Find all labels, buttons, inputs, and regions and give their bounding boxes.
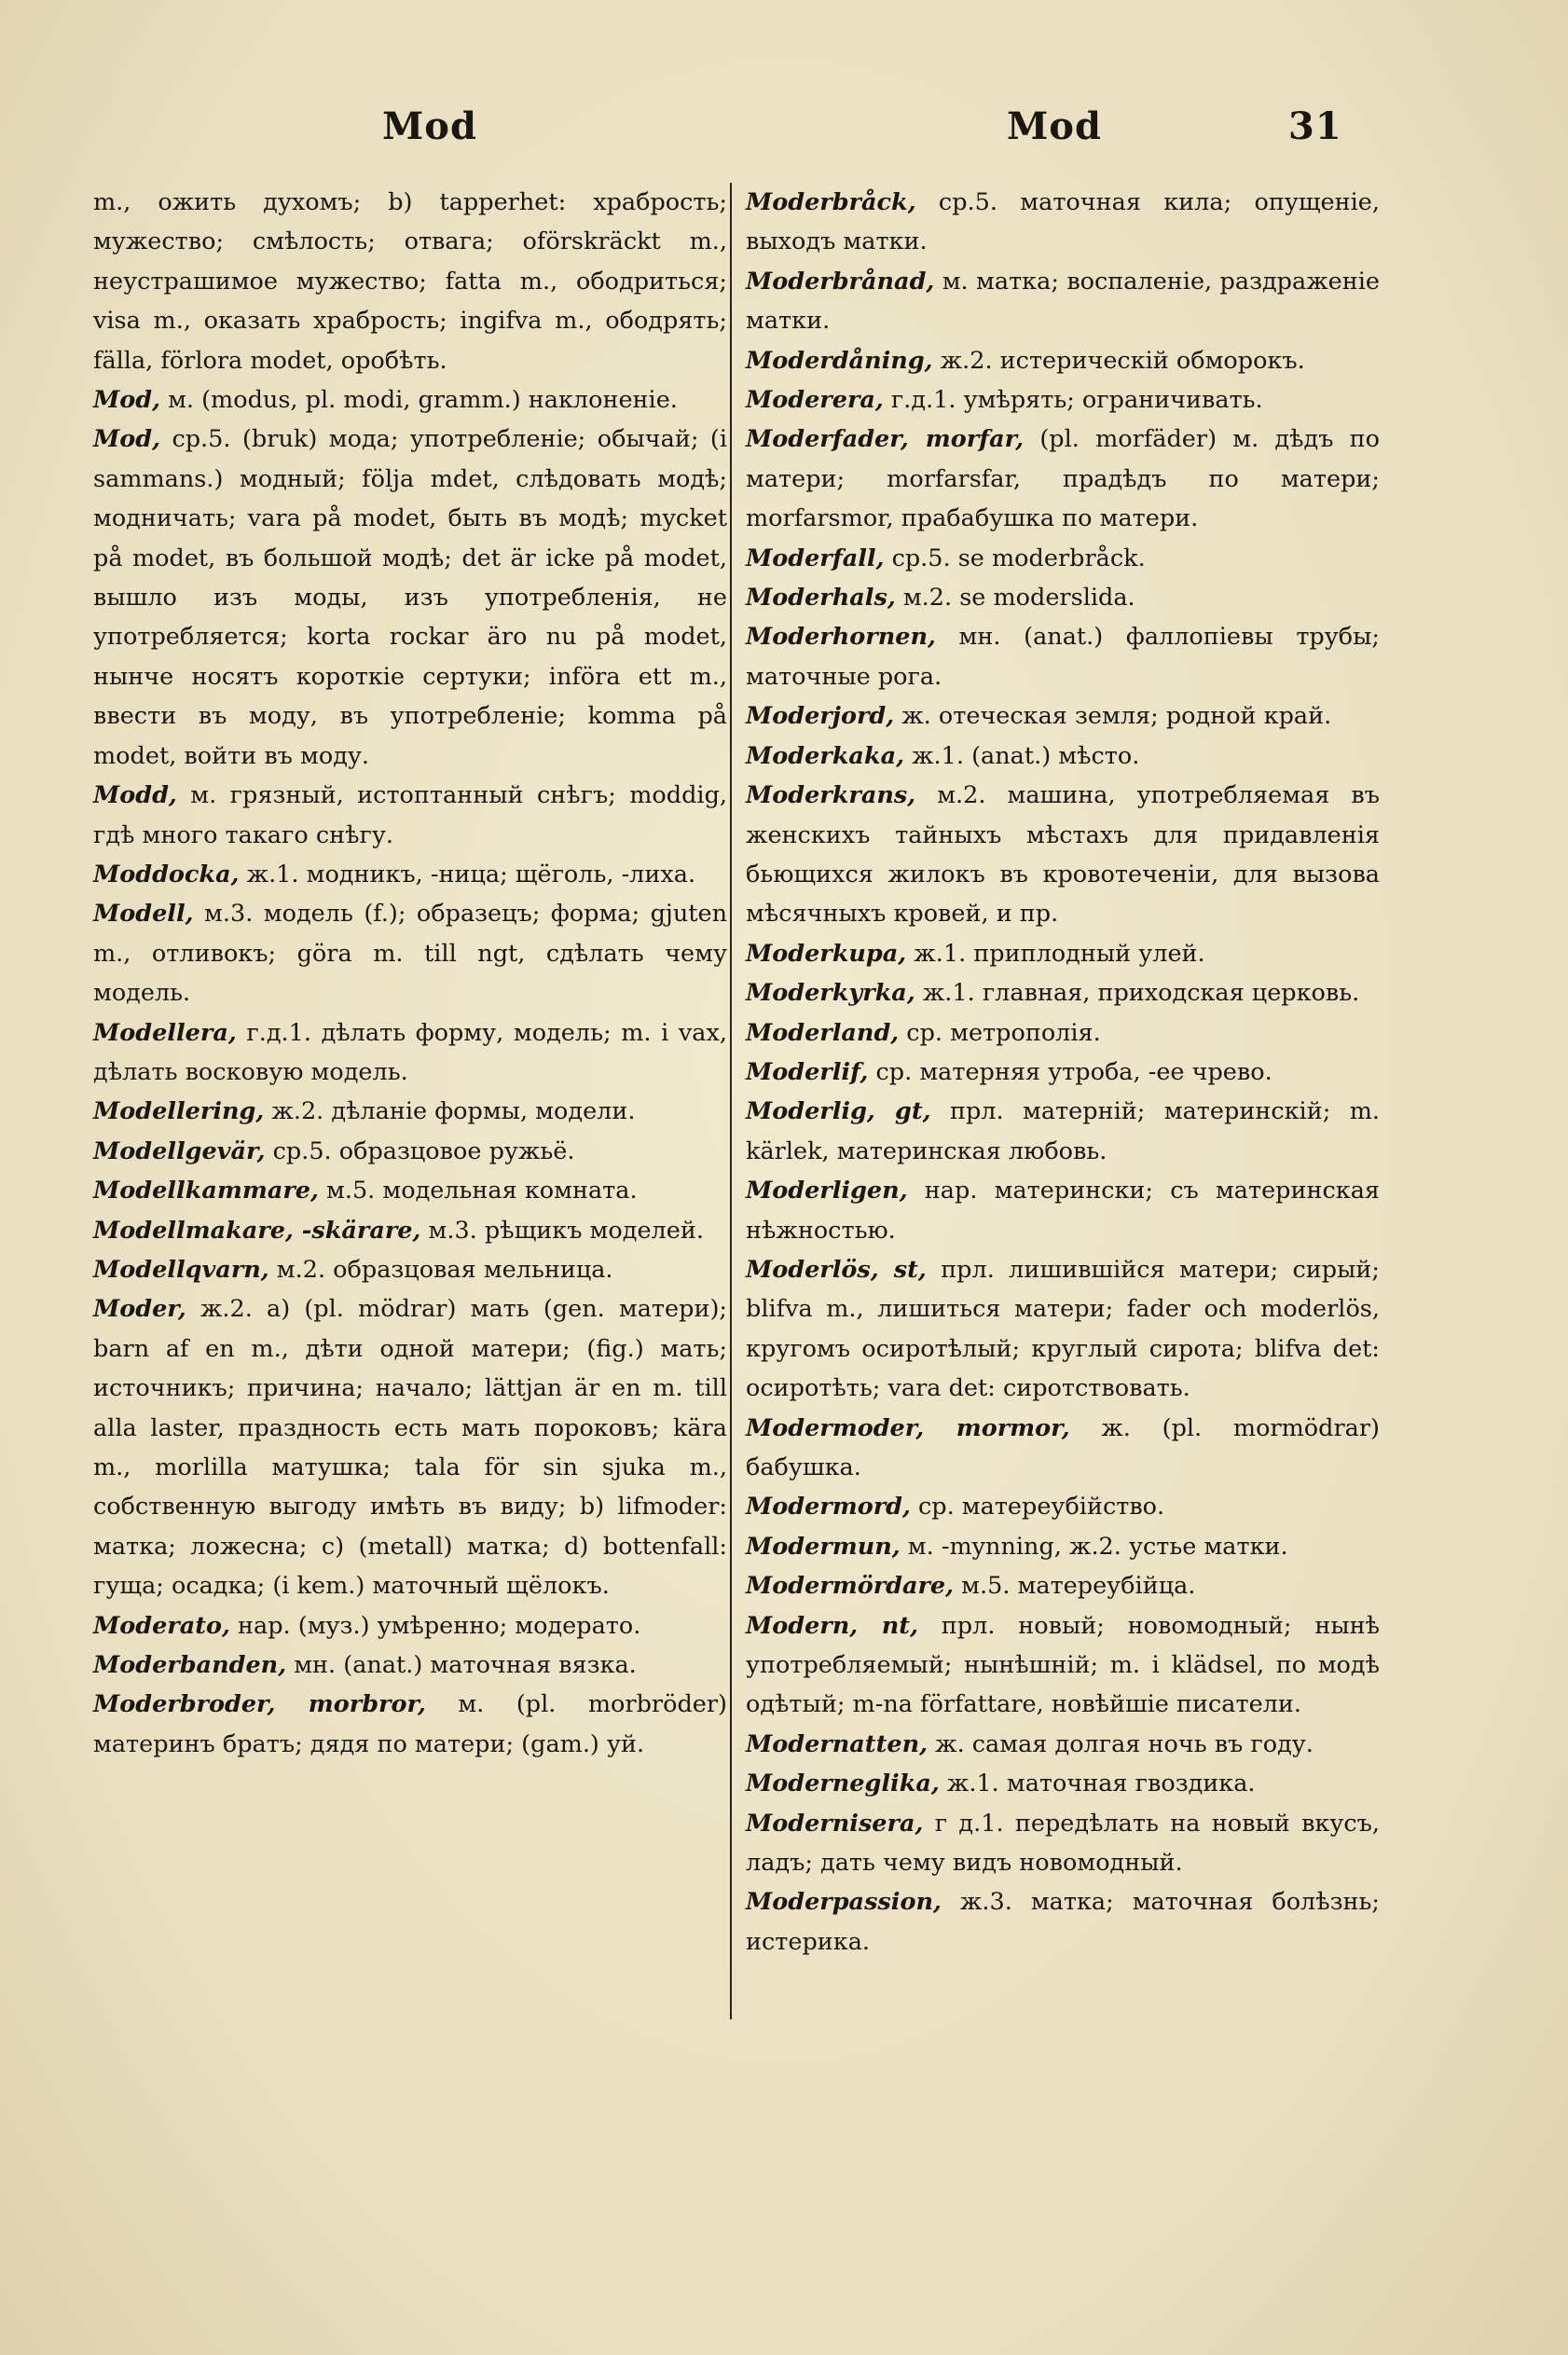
entry-definition: м.5. матереубійца. [961,1572,1196,1601]
entry-headword: Modellering, [93,1097,265,1126]
entry-headword: Modell, [93,900,194,929]
right-column [746,183,1380,1962]
dictionary-entry [746,1171,1380,1250]
entry-definition: ср. метрополія. [906,1018,1101,1047]
dictionary-entry [746,1013,1380,1053]
dictionary-entry [93,1171,727,1210]
dictionary-entry [746,1053,1380,1092]
dictionary-entry [93,1606,727,1646]
dictionary-entry [746,262,1380,341]
entry-definition: м.5. модельная комната. [326,1177,638,1205]
entry-definition: ж.1. главная, приходская церковь. [922,979,1360,1008]
entry-headword: Moderlig, gt, [746,1097,931,1126]
dictionary-entry [93,1685,727,1764]
dictionary-entry [93,1132,727,1171]
entry-headword: Moderlös, st, [746,1255,927,1284]
dictionary-entry [93,894,727,1012]
entry-definition: м. матка; воспаленіе, раздраженіе матки. [746,267,1380,336]
entry-definition: ж. отеческая земля; родной край. [901,702,1332,731]
entry-headword: Moderbroder, morbror, [93,1690,426,1719]
dictionary-entry [93,1250,727,1289]
entry-definition: м.2. se moderslida. [902,584,1135,613]
entry-headword: Moderlif, [746,1057,869,1086]
dictionary-entry [93,1289,727,1605]
entry-headword: Moderneglika, [746,1770,940,1798]
dictionary-entry [746,934,1380,973]
entry-headword: Modernatten, [746,1729,928,1758]
dictionary-entry [93,183,727,380]
dictionary-entry [93,1211,727,1250]
dictionary-entry [93,776,727,855]
entry-headword: Modermun, [746,1532,901,1561]
entry-headword: Modernisera, [746,1809,924,1838]
entry-headword: Moderdåning, [746,346,933,375]
entry-headword: Moderkaka, [746,741,904,770]
dictionary-entry [746,1092,1380,1171]
entry-definition: м.3. рѣщикъ моделей. [428,1216,704,1245]
entry-definition: ж.1. модникъ, -ница; щёголь, -лиха. [246,860,696,888]
entry-definition: ср.5. маточная кила; опущеніе, выходъ матки. [746,188,1380,256]
entry-definition: ср. матерняя утроба, -ее чрево. [875,1057,1272,1086]
dictionary-entry [746,539,1380,578]
entry-headword: Mod, [93,386,160,415]
entry-headword: Moderera, [746,386,884,415]
dictionary-entry [746,1250,1380,1409]
entry-definition: мн. (anat.) маточная вязка. [294,1651,637,1680]
entry-definition: м.2. машина, употребляемая въ женскихъ тайныхъ мѣстахъ для придавленія бьющихся жилокъ въ кровотеченіи, для вызова мѣсячныхъ кровей, и пр. [746,781,1380,929]
dictionary-entry [746,1409,1380,1488]
entry-definition: ж.2. a) (pl. mödrar) мать (gen. матери); barn af en m., дѣти одной матери; (fig.) мать; источникъ; причина; начало; lättjan är en m. till alla laster, праздность есть мать пороковъ; kära m., morlilla матушка; tala för sin sjuka m., собственную выгоду имѣть въ виду; b) lifmoder: матка; ложесна; c) (metall) матка; d) bottenfall: гуща; осадка; (i kem.) маточный щёлокъ. [93,1295,727,1601]
dictionary-entry [746,776,1380,934]
running-head-left: Mod [382,104,477,148]
dictionary-entry [93,1013,727,1093]
entry-headword: Moderkupa, [746,939,907,968]
entry-definition: г д.1. передѣлать на новый вкусъ, ладъ; дать чему видъ новомодный. [746,1809,1380,1878]
entry-definition: ср.5. образцовое ружьё. [272,1136,575,1165]
dictionary-entry [746,1487,1380,1526]
entry-definition: ж.2. дѣланіе формы, модели. [271,1097,636,1126]
entry-headword: Modellgevär, [93,1136,266,1165]
entry-headword: Modern, nt, [746,1611,918,1640]
entry-definition: прл. матерній; материнскій; m. kärlek, материнская любовь. [746,1097,1381,1165]
entry-headword: Moddocka, [93,860,240,888]
column-divider [730,183,732,2019]
entry-headword: Moderfader, morfar, [746,425,1025,454]
entry-headword: Moderbråck, [746,188,916,216]
entry-headword: Moderjord, [746,702,895,731]
dictionary-entry [746,1606,1380,1725]
entry-headword: Mod, [93,425,160,454]
dictionary-entry [746,380,1380,420]
dictionary-entry [746,1725,1380,1764]
entry-headword: Moderbanden, [93,1651,287,1680]
entry-definition: ж. (pl. mormödrar) бабушка. [746,1413,1381,1481]
entry-headword: Moder, [93,1295,186,1324]
entry-headword: Modellqvarn, [93,1255,269,1284]
entry-definition: нар. матерински; съ материнская нѣжностью. [746,1177,1380,1245]
entry-definition: м.3. модель (f.); образецъ; форма; gjuten m., отливокъ; göra m. till ngt, сдѣлать чему модель. [93,900,727,1008]
entry-headword: Moderligen, [746,1177,908,1205]
dictionary-entry [93,380,727,420]
entry-definition: ж.2. истерическій обморокъ. [940,346,1305,375]
entry-headword: Modellkammare, [93,1177,319,1205]
dictionary-entry [746,341,1380,380]
entry-definition: ж.3. матка; маточная болѣзнь; истерика. [746,1888,1381,1956]
entry-headword: Moderland, [746,1018,900,1047]
dictionary-entry [93,855,727,894]
entry-headword: Modd, [93,781,177,810]
dictionary-entry [746,183,1380,262]
entry-headword: Moderkyrka, [746,979,915,1008]
entry-definition: м. (modus, pl. modi, gramm.) наклоненіе. [168,386,678,415]
entry-definition: ж.1. маточная гвоздика. [946,1770,1256,1798]
entry-definition: ср.5. se moderbråck. [891,544,1146,572]
entry-definition: м. грязный, истоптанный снѣгъ; moddig, гдѣ много такаго снѣгу. [93,781,728,849]
entry-definition: ж. самая долгая ночь въ году. [935,1729,1314,1758]
dictionary-entry [746,696,1380,736]
entry-headword: Moderfall, [746,544,885,572]
dictionary-entry [93,420,727,776]
entry-headword: Moderato, [93,1611,230,1640]
entry-definition: ж.1. приплодный улей. [914,939,1205,968]
dictionary-entry [746,420,1380,538]
entry-definition: мн. (anat.) фаллопіевы трубы; маточные рога. [746,623,1380,691]
entry-definition: м. -mynning, ж.2. устье матки. [907,1532,1288,1561]
entry-headword: Moderbrånad, [746,267,935,296]
entry-definition: прл. лишившійся матери; сирый; blifva m., лишиться матери; fader och moderlös, кругомъ осиротѣлый; круглый сирота; blifva det: осиротѣть; vara det: сиротствовать. [746,1255,1381,1403]
entry-headword: Moderhals, [746,584,896,613]
dictionary-entry [93,1092,727,1131]
entry-headword: Modellmakare, -skärare, [93,1216,421,1245]
dictionary-entry [746,1882,1380,1962]
entry-headword: Modermördare, [746,1572,955,1601]
entry-definition: м.2. образцовая мельница. [276,1255,613,1284]
entry-definition: нар. (муз.) умѣренно; модерато. [238,1611,641,1640]
page-number: 31 [1288,104,1342,148]
entry-definition: г.д.1. дѣлать форму, модель; m. i vax, дѣлать восковую модель. [93,1018,727,1086]
entry-headword: Moderkrans, [746,781,916,810]
dictionary-entry [746,1804,1380,1883]
dictionary-entry [93,1646,727,1685]
entry-definition: м. (pl. morbröder) материнъ братъ; дядя по матери; (gam.) уй. [93,1690,728,1758]
entry-headword: Modermord, [746,1493,911,1522]
dictionary-entry [746,1764,1380,1803]
entry-headword: Moderhornen, [746,623,936,652]
entry-definition: ср.5. (bruk) мода; употребленіе; обычай; (i sammans.) модный; följa mdet, слѣдовать модѣ; модничать; vara på modet, быть въ модѣ; mycket på modet, въ большой модѣ; det är icke på modet, вышло изъ моды, изъ употребленія, не употребляется; korta rockar äro nu på modet, нынче носятъ короткіе сертуки; införa ett m., ввести въ моду, въ употребленіе; komma på modet, войти въ моду. [93,425,728,770]
entry-headword: Modellera, [93,1018,237,1047]
entry-definition: ср. матереубійство. [917,1493,1165,1522]
dictionary-entry [746,1527,1380,1566]
dictionary-entry [746,973,1380,1012]
dictionary-entry [746,617,1380,696]
dictionary-entry [746,1566,1380,1605]
running-head-right: Mod [1007,104,1102,148]
left-column [93,183,727,1764]
entry-definition: прл. новый; новомодный; нынѣ употребляемый; нынѣшній; m. i klädsel, по модѣ одѣтый; m-na författare, новѣйшіе писатели. [746,1611,1381,1719]
entry-headword: Moderpassion, [746,1888,942,1917]
entry-definition: ж.1. (anat.) мѣсто. [912,741,1140,770]
dictionary-entry [746,737,1380,776]
entry-definition: г.д.1. умѣрять; ограничивать. [890,386,1263,415]
entry-headword: Modermoder, mormor, [746,1413,1070,1442]
entry-definition: m., ожить духомъ; b) tapperhet: храбрость; мужество; смѣлость; отвага; oförskräckt m., неустрашимое мужество; fatta m., ободриться; visa m., оказать храбрость; ingifva m., ободрять; fälla, förlora modet, оробѣть. [93,188,727,375]
entry-definition: (pl. morfäder) м. дѣдъ по матери; morfarsfar, прадѣдъ по матери; morfarsmor, прабабушка по матери. [746,425,1380,533]
dictionary-entry [746,578,1380,617]
